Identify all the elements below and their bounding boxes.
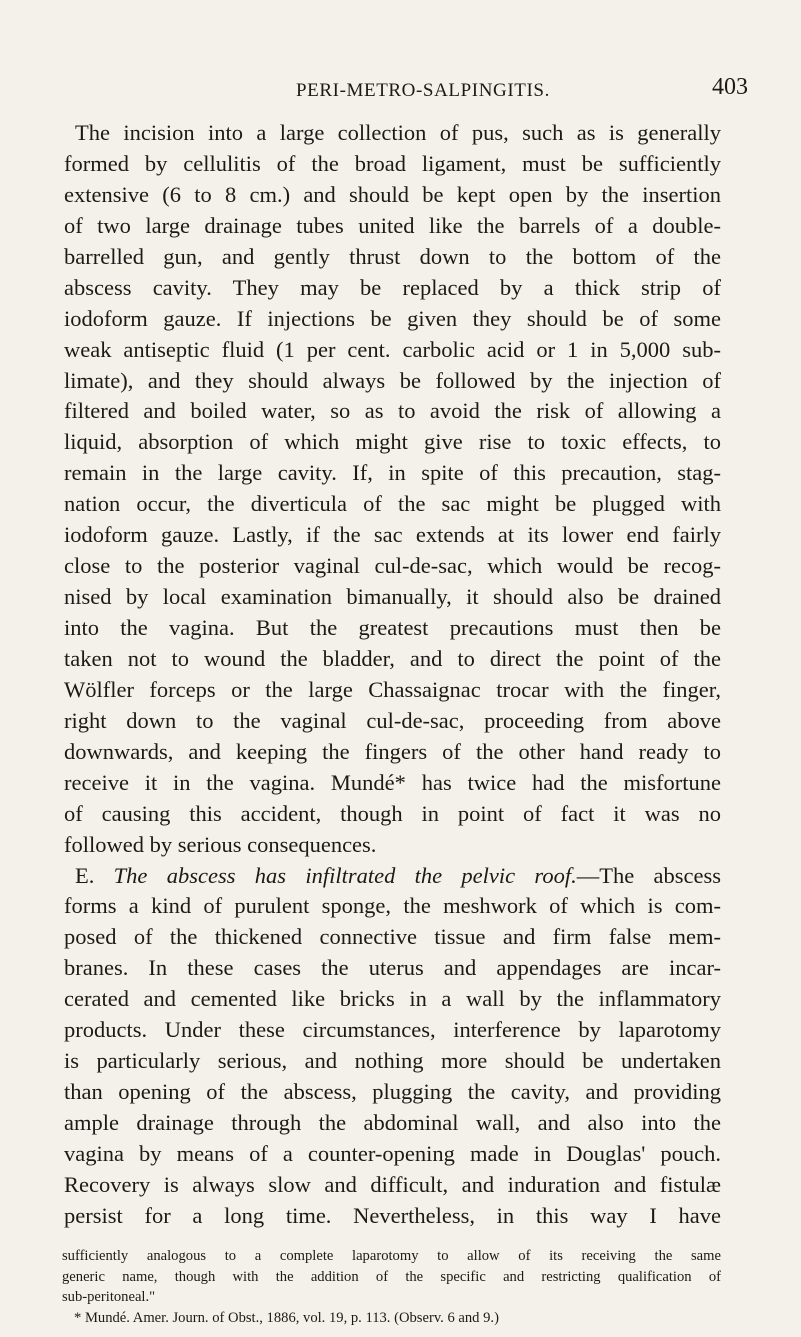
footnote-line: sub-peritoneal." (62, 1289, 156, 1305)
text-line: Recovery is always slow and difficult, and induration and fistulæ (64, 1171, 721, 1197)
footnote-reference: * Mundé. Amer. Journ. of Obst., 1886, vol. 19, p. 113. (Observ. 6 and 9.) (74, 1309, 499, 1326)
section-e-heading-line (64, 861, 721, 892)
text-line: nised by local examination bimanually, it should also be drained (64, 584, 721, 610)
text-line: weak antiseptic fluid (1 per cent. carbolic acid or 1 in 5,000 sub- (64, 336, 721, 362)
text-line: nation occur, the diverticula of the sac might be plugged with (64, 491, 721, 517)
text-line: products. Under these circumstances, interference by laparotomy (64, 1017, 721, 1043)
text-line: of two large drainage tubes united like the barrels of a double- (64, 212, 721, 238)
text-line: receive it in the vagina. Mundé* has twice had the misfortune (64, 769, 721, 795)
text-line: limate), and they should always be followed by the injection of (64, 367, 721, 393)
text-line: filtered and boiled water, so as to avoid the risk of allowing a (64, 398, 721, 424)
body-text (64, 118, 721, 1232)
text-line: of causing this accident, though in point of fact it was no (64, 800, 721, 826)
text-line: iodoform gauze. Lastly, if the sac extends at its lower end fairly (64, 522, 721, 548)
text-line: followed by serious consequences. (64, 831, 377, 857)
text-line: persist for a long time. Nevertheless, in this way I have (64, 1202, 721, 1228)
text-line: Wölfler forceps or the large Chassaignac trocar with the finger, (64, 676, 721, 702)
footnotes (62, 1246, 721, 1328)
running-title: PERI-METRO-SALPINGITIS. (296, 80, 550, 101)
text-line: extensive (6 to 8 cm.) and should be kept open by the insertion (64, 181, 721, 207)
text-line: right down to the vaginal cul-de-sac, proceeding from above (64, 707, 721, 733)
text-line: abscess cavity. They may be replaced by a thick strip of (64, 274, 721, 300)
text-line: iodoform gauze. If injections be given they should be of some (64, 305, 721, 331)
text-line: close to the posterior vaginal cul-de-sac, which would be recog- (64, 553, 721, 579)
text-line: remain in the large cavity. If, in spite of this precaution, stag- (64, 460, 721, 486)
text-line: The incision into a large collection of pus, such as is generally (75, 120, 721, 145)
text-line: taken not to wound the bladder, and to direct the point of the (64, 645, 721, 671)
section-heading-continuation: —The abscess (576, 862, 721, 888)
text-line: into the vagina. But the greatest precautions must then be (64, 615, 721, 640)
text-line: barrelled gun, and gently thrust down to the bottom of the (64, 243, 721, 269)
text-line: vagina by means of a counter-opening made in Douglas' pouch. (64, 1140, 721, 1166)
section-label: E. (75, 862, 114, 888)
text-line: cerated and cemented like bricks in a wall by the inflammatory (64, 986, 721, 1012)
footnote-line: generic name, though with the addition of the specific and restricting qualification of (62, 1268, 721, 1285)
text-line: posed of the thickened connective tissue and firm false mem- (64, 924, 721, 950)
page-number: 403 (712, 74, 748, 100)
text-line: forms a kind of purulent sponge, the meshwork of which is com- (64, 893, 721, 919)
footnote-line: sufficiently analogous to a complete laparotomy to allow of its receiving the same (62, 1248, 721, 1264)
text-line: is particularly serious, and nothing more should be undertaken (64, 1048, 721, 1074)
text-line: ample drainage through the abdominal wall, and also into the (64, 1110, 721, 1135)
text-line: than opening of the abscess, plugging the cavity, and providing (64, 1079, 721, 1105)
text-line: liquid, absorption of which might give rise to toxic effects, to (64, 429, 721, 455)
text-line: formed by cellulitis of the broad ligament, must be sufficiently (64, 150, 721, 176)
text-line: branes. In these cases the uterus and appendages are incar- (64, 955, 721, 981)
section-heading: The abscess has infiltrated the pelvic roof. (113, 862, 577, 888)
text-line: downwards, and keeping the fingers of the other hand ready to (64, 738, 721, 764)
